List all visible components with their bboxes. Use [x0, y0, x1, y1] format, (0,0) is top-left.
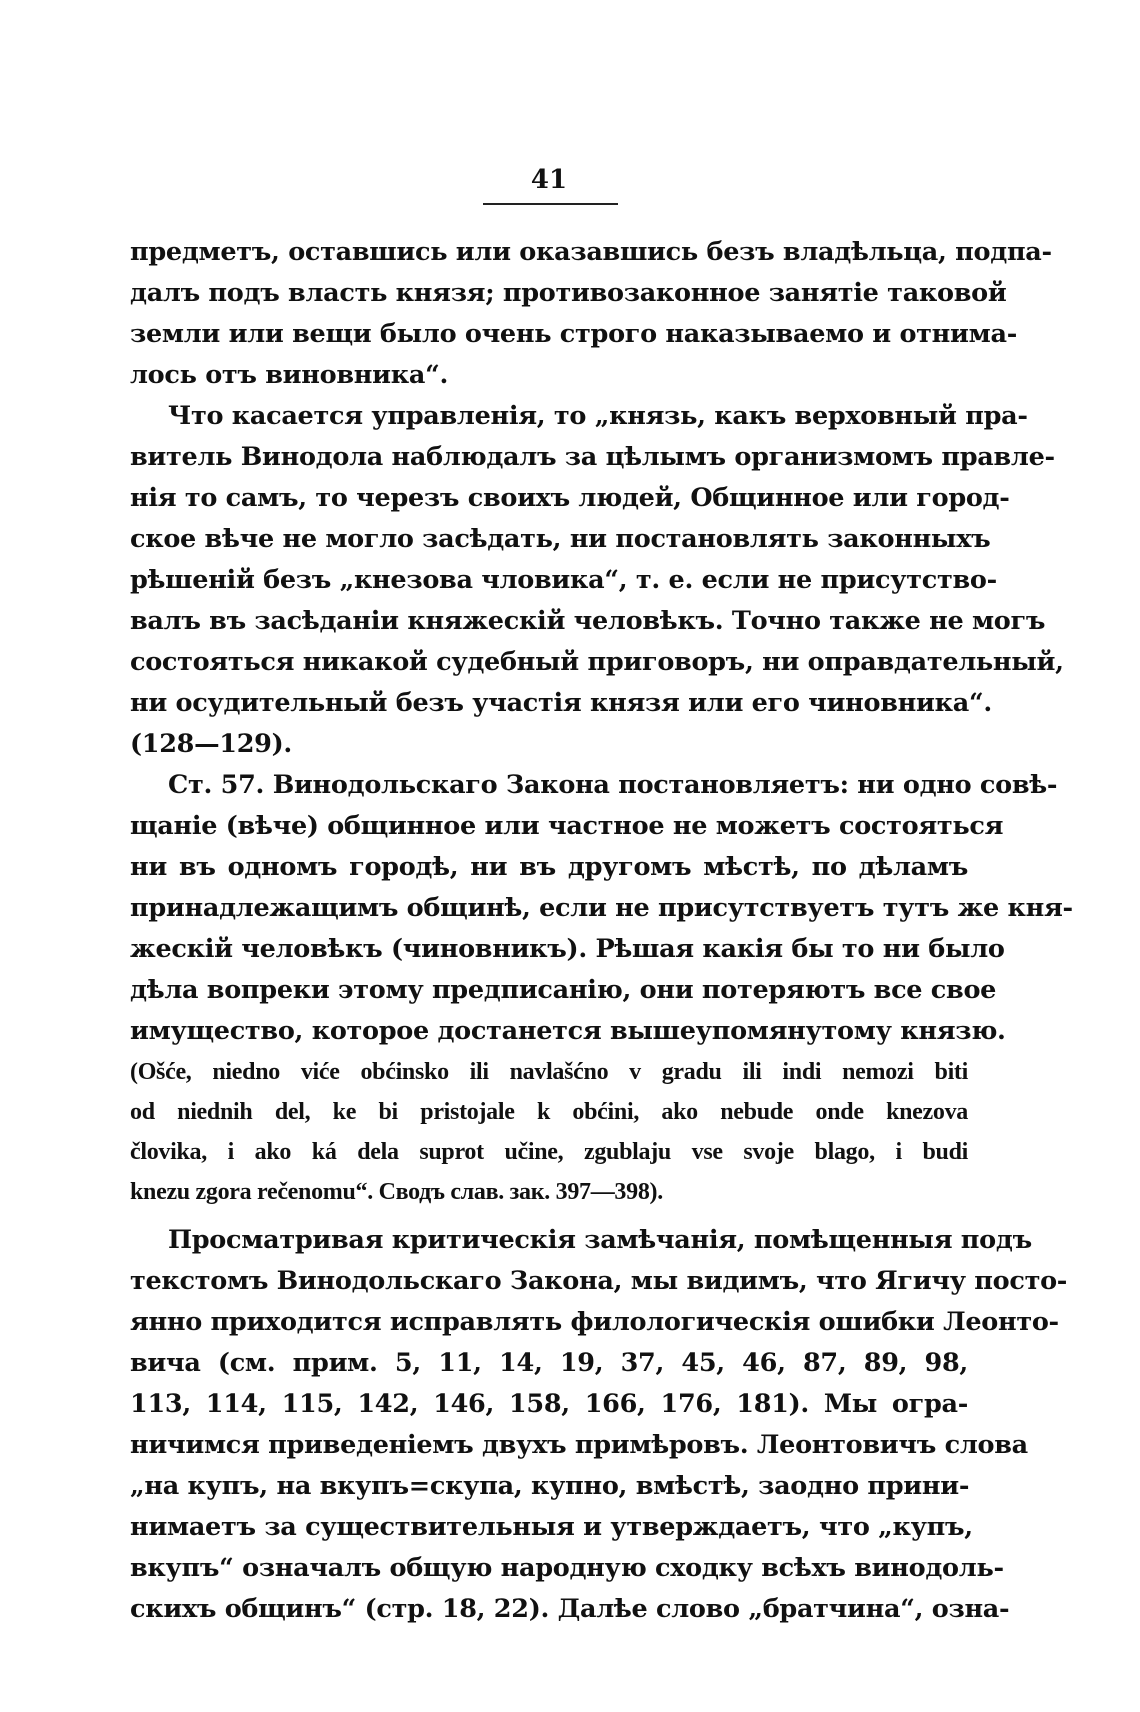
text-line: рѣшеній безъ „кнезова чловика“, т. е. если не присутство-: [130, 565, 997, 595]
text-line: вича (см. прим. 5, 11, 14, 19, 37, 45, 46, 87, 89, 98,: [130, 1348, 968, 1378]
text-line: земли или вещи было очень строго наказываемо и отнима-: [130, 319, 1017, 349]
text-line: лось отъ виновника“.: [130, 360, 449, 390]
text-line: валъ въ засѣданіи княжескій человѣкъ. Точно также не могъ: [130, 606, 1046, 636]
text-line: имущество, которое достанется вышеупомянутому князю.: [130, 1016, 1006, 1046]
paragraph-1: [130, 232, 1052, 396]
paragraph-gap: [130, 1212, 968, 1220]
text-line: Ст. 57. Винодольскаго Закона постановляетъ: ни одно совѣ-: [168, 770, 1058, 800]
text-line: принадлежащимъ общинѣ, если не присутствуетъ тутъ же кня-: [130, 893, 1073, 923]
text-line: ни въ одномъ городѣ, ни въ другомъ мѣстѣ, по дѣламъ: [130, 852, 968, 882]
text-line: ничимся приведеніемъ двухъ примѣровъ. Леонтовичъ слова: [130, 1430, 1028, 1460]
text-line: knezu zgora rečenomu“. Сводъ слав. зак. 397—398).: [130, 1179, 663, 1205]
text-line: ское вѣче не могло засѣдать, ни постановлять законныхъ: [130, 524, 991, 554]
text-line: далъ подъ власть князя; противозаконное занятіе таковой: [130, 278, 1007, 308]
text-line: щаніе (вѣче) общинное или частное не можетъ состояться: [130, 811, 1004, 841]
text-line: 113, 114, 115, 142, 146, 158, 166, 176, 181). Мы огра-: [130, 1389, 968, 1419]
text-line: človika, i ako ká dela suprot učine, zgublaju vse svoje blago, i budi: [130, 1139, 968, 1165]
text-line: скихъ общинъ“ (стр. 18, 22). Далѣе слово „братчина“, озна-: [130, 1594, 1010, 1624]
page-number-rule: [483, 203, 618, 205]
text-line: (Ošće, niedno viće obćinsko ili navlašćno v gradu ili indi nemozi biti: [130, 1059, 968, 1085]
page-number: 41: [530, 165, 568, 195]
text-line: (128—129).: [130, 729, 292, 759]
text-line: янно приходится исправлять филологическія ошибки Леонто-: [130, 1307, 1059, 1337]
paragraph-3: [130, 765, 1073, 1052]
text-line: ни осудительный безъ участія князя или его чиновника“.: [130, 688, 992, 718]
text-line: жескій человѣкъ (чиновникъ). Рѣшая какія бы то ни было: [130, 934, 1005, 964]
paragraph-5: [130, 1220, 1068, 1630]
text-line: Что касается управленія, то „князь, какъ верховный пра-: [168, 401, 1028, 431]
text-line: вкупъ“ означалъ общую народную сходку всѣхъ винодоль-: [130, 1553, 1004, 1583]
text-line: нія то самъ, то черезъ своихъ людей, Общинное или город-: [130, 483, 1010, 513]
text-line: „на купъ, на вкупъ=скупа, купно, вмѣстѣ, заодно прини-: [130, 1471, 970, 1501]
text-line: od niednih del, ke bi pristojale k obćini, ako nebude onde knezova: [130, 1099, 968, 1125]
text-line: витель Винодола наблюдалъ за цѣлымъ организмомъ правле-: [130, 442, 1055, 472]
text-line: состояться никакой судебный приговоръ, ни оправдательный,: [130, 647, 1064, 677]
text-line: предметъ, оставшись или оказавшись безъ владѣльца, подпа-: [130, 237, 1052, 267]
text-line: дѣла вопреки этому предписанію, они потеряютъ все свое: [130, 975, 997, 1005]
text-line: Просматривая критическія замѣчанія, помѣщенныя подъ: [168, 1225, 1032, 1255]
body-text: [130, 232, 1073, 1630]
paragraph-4-latin-quote: [130, 1052, 968, 1212]
text-line: нимаетъ за существительныя и утверждаетъ, что „купъ,: [130, 1512, 973, 1542]
paragraph-2: [130, 396, 1064, 765]
text-line: текстомъ Винодольскаго Закона, мы видимъ, что Ягичу посто-: [130, 1266, 1068, 1296]
